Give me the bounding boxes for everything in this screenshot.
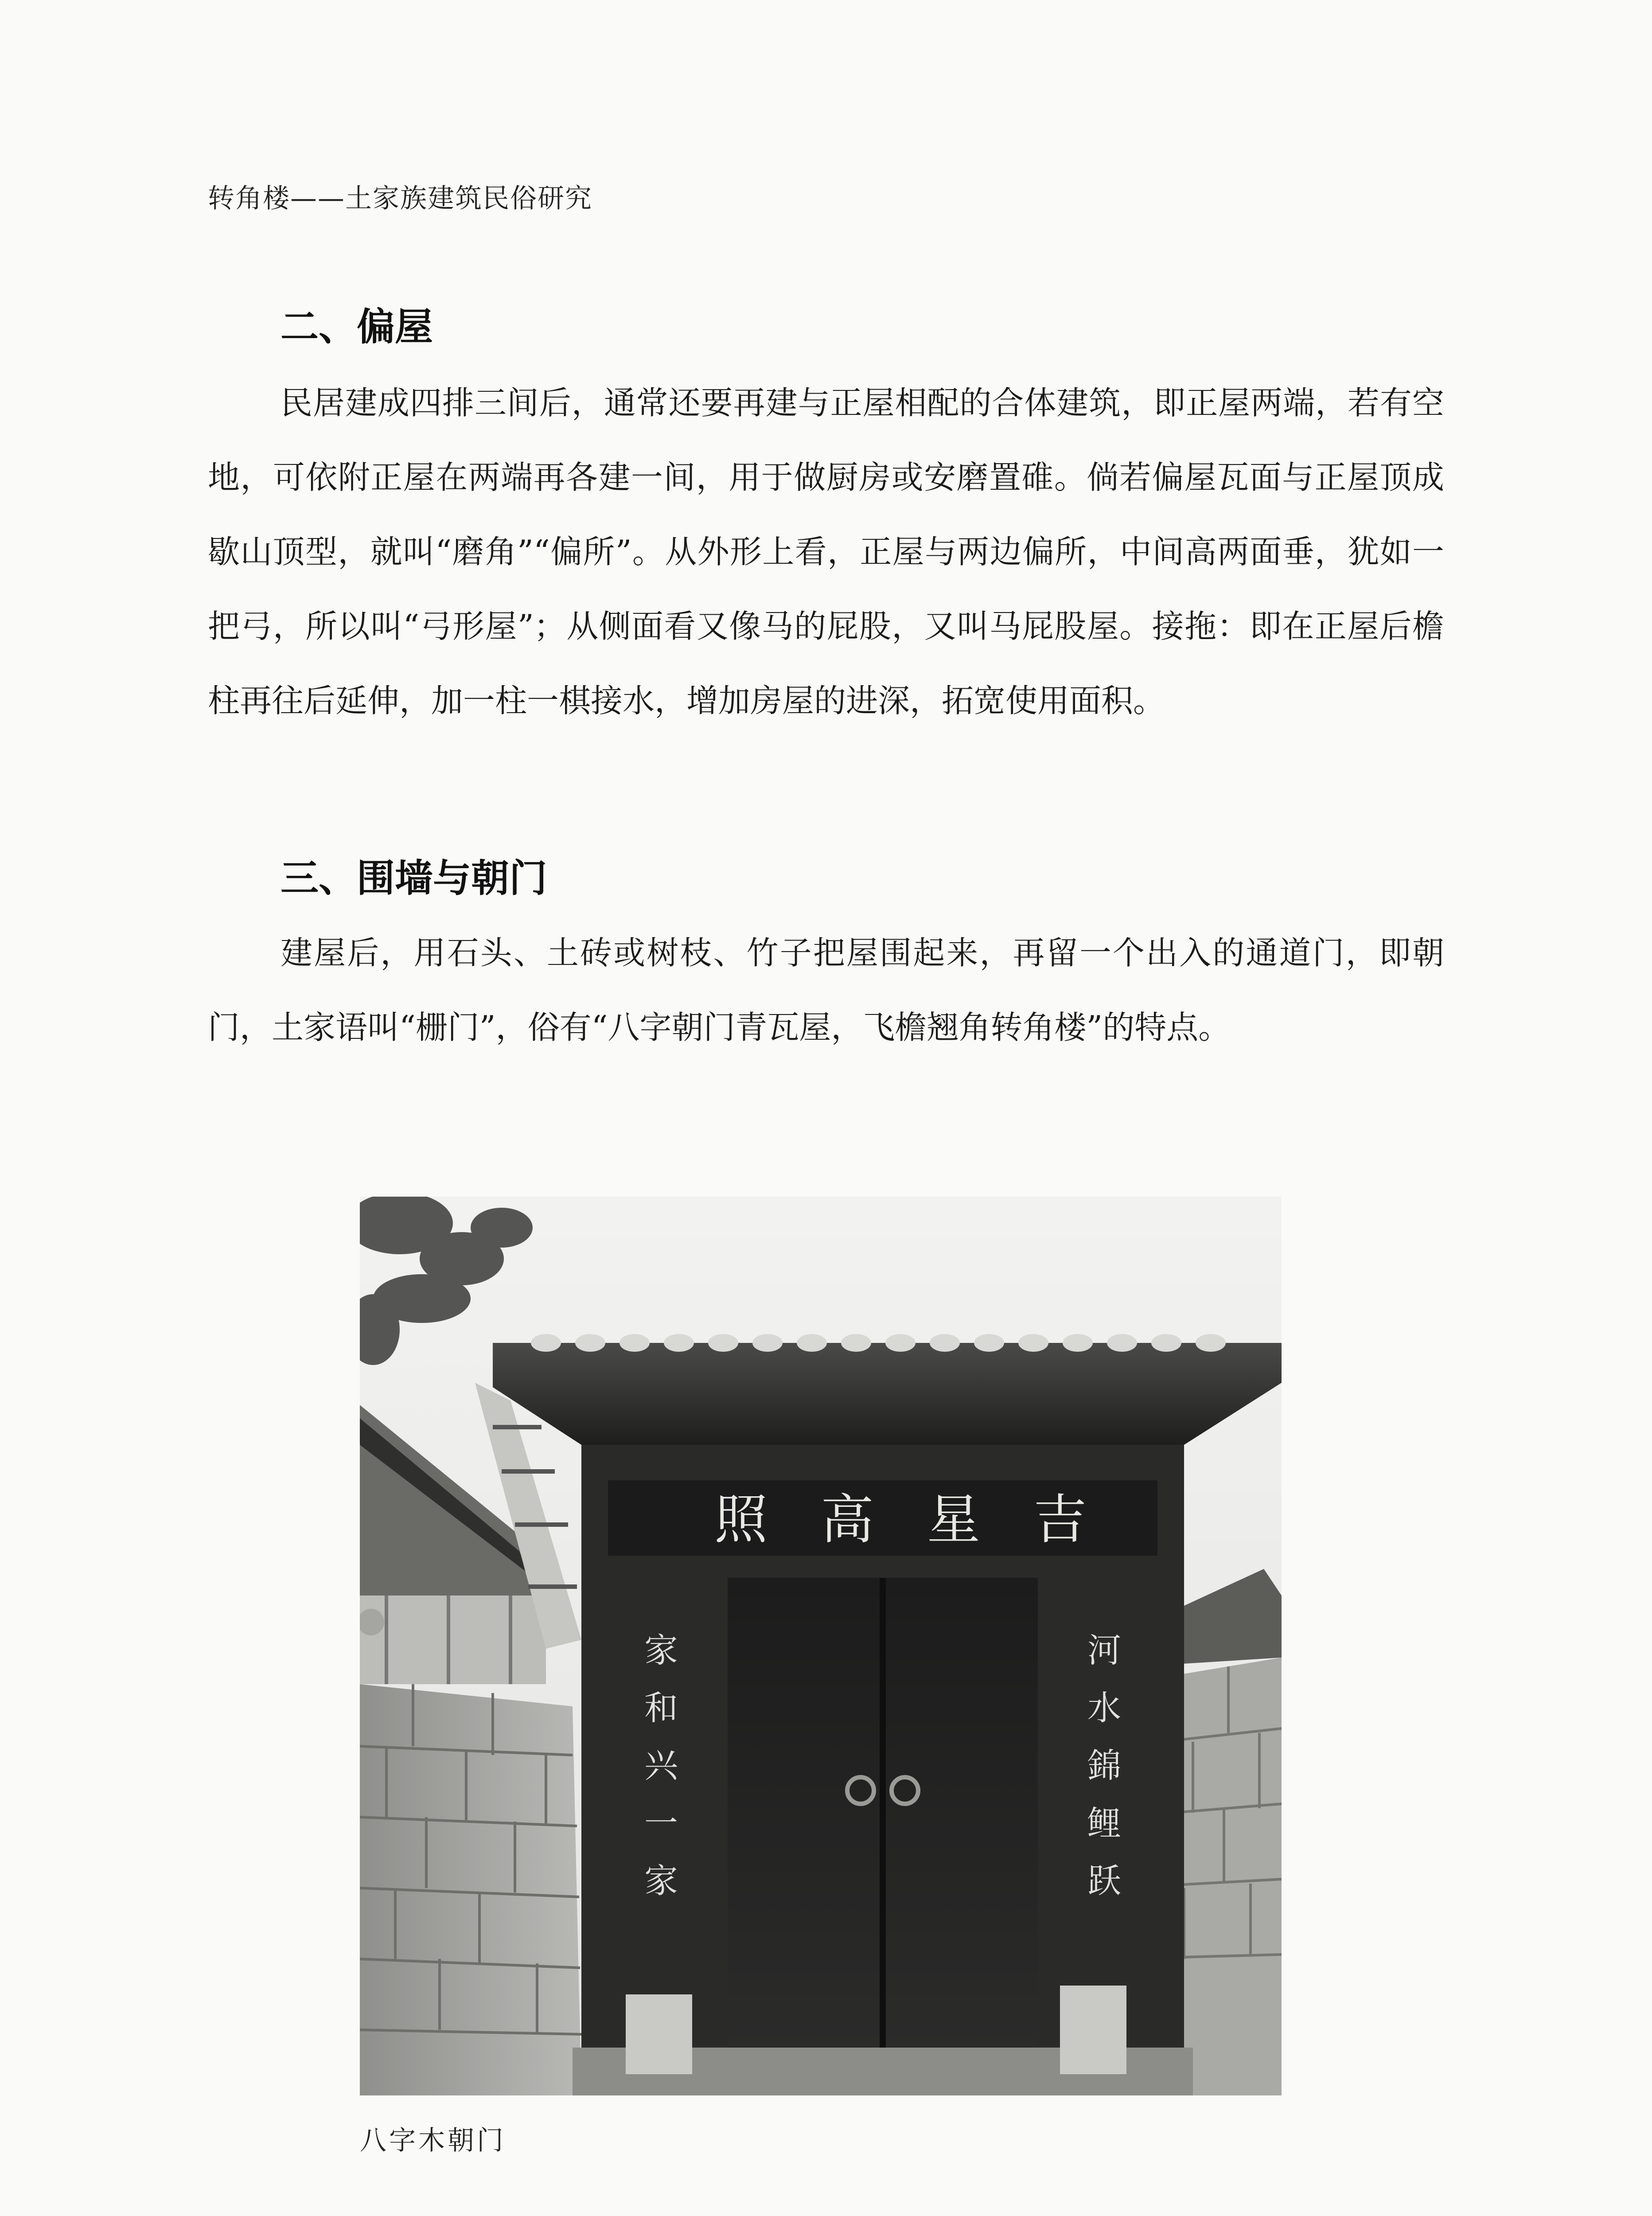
figure-caption: 八字木朝门 (360, 2125, 506, 2156)
lintel-char-3: 高 (821, 1489, 874, 1551)
left-stone-wall (360, 1684, 581, 2095)
gate-photograph (360, 1197, 1282, 2095)
gate-photo-illustration (360, 1197, 1282, 2095)
couplet-right-char-2: 水 (1087, 1688, 1121, 1728)
lintel-char-1: 吉 (1033, 1489, 1087, 1551)
couplet-right-char-3: 錦 (1087, 1746, 1121, 1785)
running-header: 转角楼——土家族建筑民俗研究 (208, 183, 592, 214)
couplet-left-char-2: 和 (644, 1688, 678, 1728)
lintel-char-2: 星 (927, 1489, 980, 1551)
couplet-left-char-4: 一 (644, 1803, 678, 1843)
couplet-right-char-1: 河 (1087, 1631, 1121, 1670)
couplet-right-char-5: 跃 (1087, 1861, 1121, 1900)
couplet-left-char-3: 兴 (644, 1746, 678, 1785)
couplet-left-char-5: 家 (644, 1861, 678, 1900)
couplet-right-char-4: 鲤 (1087, 1803, 1121, 1843)
paragraph-wall-and-gate: 建屋后，用石头、土砖或树枝、竹子把屋围起来，再留一个出入的通道门，即朝门，土家语叫“栅门”，俗有“八字朝门青瓦屋，飞檐翘角转角楼”的特点。 (208, 934, 1444, 1046)
gate-doors (728, 1578, 1038, 2048)
lintel-char-4: 照 (714, 1489, 768, 1551)
section-heading-wall-and-gate: 三、围墙与朝门 (281, 856, 547, 901)
paragraph-side-house: 民居建成四排三间后，通常还要再建与正屋相配的合体建筑，即正屋两端，若有空地，可依附正屋在两端再各建一间，用于做厨房或安磨置碓。倘若偏屋瓦面与正屋顶成歇山顶型，就叫“磨角”“偏所”。从外形上看，正屋与两边偏所，中间高两面垂，犹如一把弓，所以叫“弓形屋”；从侧面看又像马的屁股，又叫马屁股屋。接拖：即在正屋后檐柱再往后延伸，加一柱一棋接水，增加房屋的进深，拓宽使用面积。 (208, 384, 1444, 719)
couplet-left-char-1: 家 (644, 1631, 678, 1670)
section-heading-side-house: 二、偏屋 (281, 305, 433, 349)
